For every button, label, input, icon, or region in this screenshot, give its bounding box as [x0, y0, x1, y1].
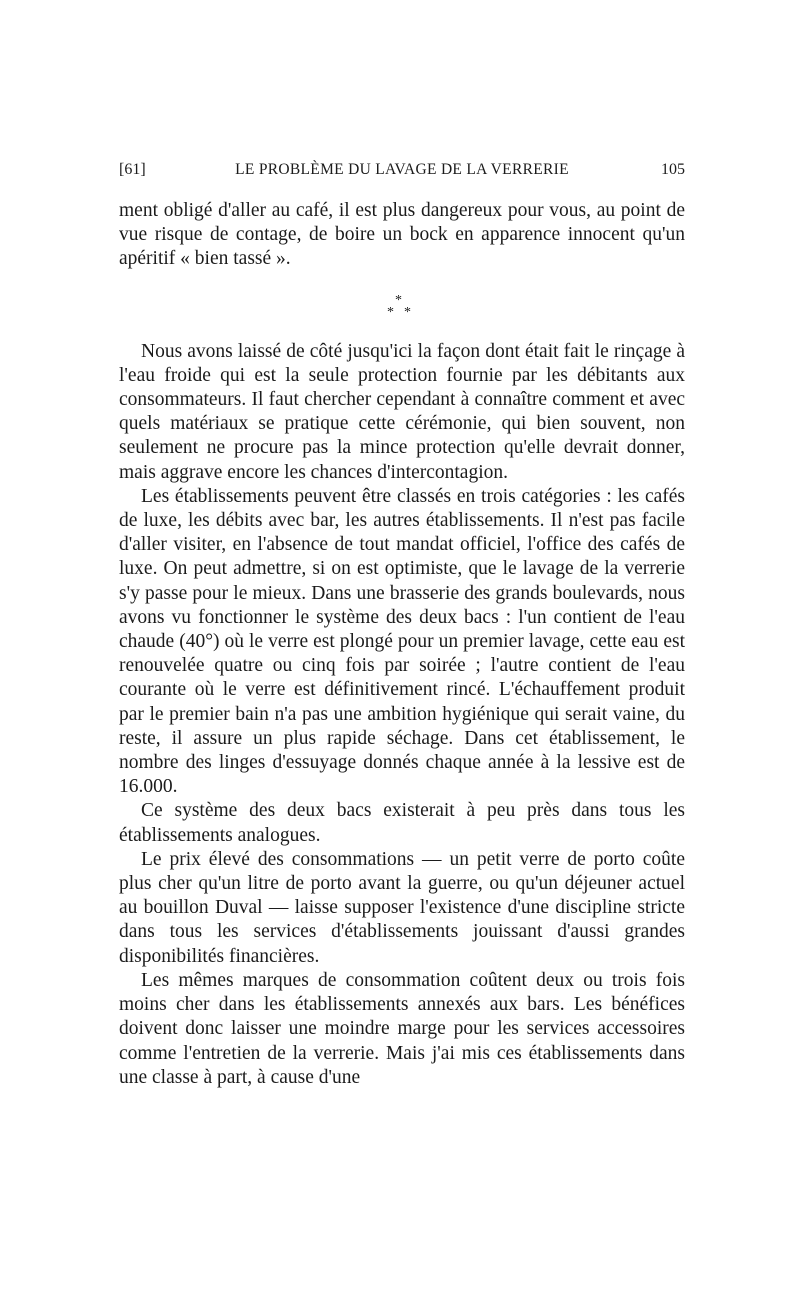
paragraph-prices: Le prix élevé des consommations — un petit verre de porto coûte plus cher qu'un litre de porto avant la guerre, ou qu'un déjeuner actuel au bouillon Duval — laisse supposer l'existence d'une discipline stricte dans tous les services d'établissements jouissant d'aussi grandes disponibilités financières. — [119, 848, 685, 967]
page-reference: [61] — [119, 161, 146, 178]
paragraph-categories: Les établissements peuvent être classés en trois catégories : les cafés de luxe, les débits avec bar, les autres établissements. Il n'est pas facile d'aller visiter, en l'absence de tout mandat officiel, l'office des cafés de luxe. On peut admettre, si on est optimiste, que le lavage de la verrerie s'y passe pour le mieux. Dans une brasserie des grands boulevards, nous avons vu fonctionner le système des deux bacs : l'un contient de l'eau chaude (40°) où le verre est plongé pour un premier lavage, cette eau est renouvelée quatre ou cinq fois par soirée ; l'autre contient de l'eau courante où le verre est définitivement rincé. L'échauffement produit par le premier bain n'a pas une ambition hygiénique qui serait vaine, du reste, il assure un plus rapide séchage. Dans cet établissement, le nombre des linges d'essuyage donnés chaque année à la lessive est de 16.000. — [119, 485, 685, 798]
paragraph-rinsing: Nous avons laissé de côté jusqu'ici la façon dont était fait le rinçage à l'eau froide qui est la seule protection fournie par les débitants aux consommateurs. Il faut chercher cependant à connaître comment et avec quels matériaux se pratique cette cérémonie, qui bien souvent, non seulement ne procure pas la mince protection qu'elle devrait donner, mais aggrave encore les chances d'intercontagion. — [119, 340, 685, 483]
paragraph-two-tanks: Ce système des deux bacs existerait à peu près dans tous les établissements analogues. — [119, 800, 685, 846]
page-body — [119, 199, 685, 1090]
running-header — [119, 158, 685, 182]
paragraph-continuation: ment obligé d'aller au café, il est plus dangereux pour vous, au point de vue risque de contage, de boire un bock en apparence innocent qu'un apéritif « bien tassé ». — [119, 200, 685, 270]
page-number: 105 — [661, 161, 685, 178]
asterism-star-left: * — [387, 304, 394, 320]
running-title: LE PROBLÈME DU LAVAGE DE LA VERRERIE — [235, 161, 569, 178]
asterism-star-top: * — [395, 292, 402, 308]
paragraph-bars: Les mêmes marques de consommation coûtent deux ou trois fois moins cher dans les établissements annexés aux bars. Les bénéfices doivent donc laisser une moindre marge pour les services accessoires comme l'entretien de la verrerie. Mais j'ai mis ces établissements dans une classe à part, à cause d'une — [119, 969, 685, 1088]
section-asterism — [119, 272, 685, 340]
asterism-star-right: * — [404, 304, 411, 320]
